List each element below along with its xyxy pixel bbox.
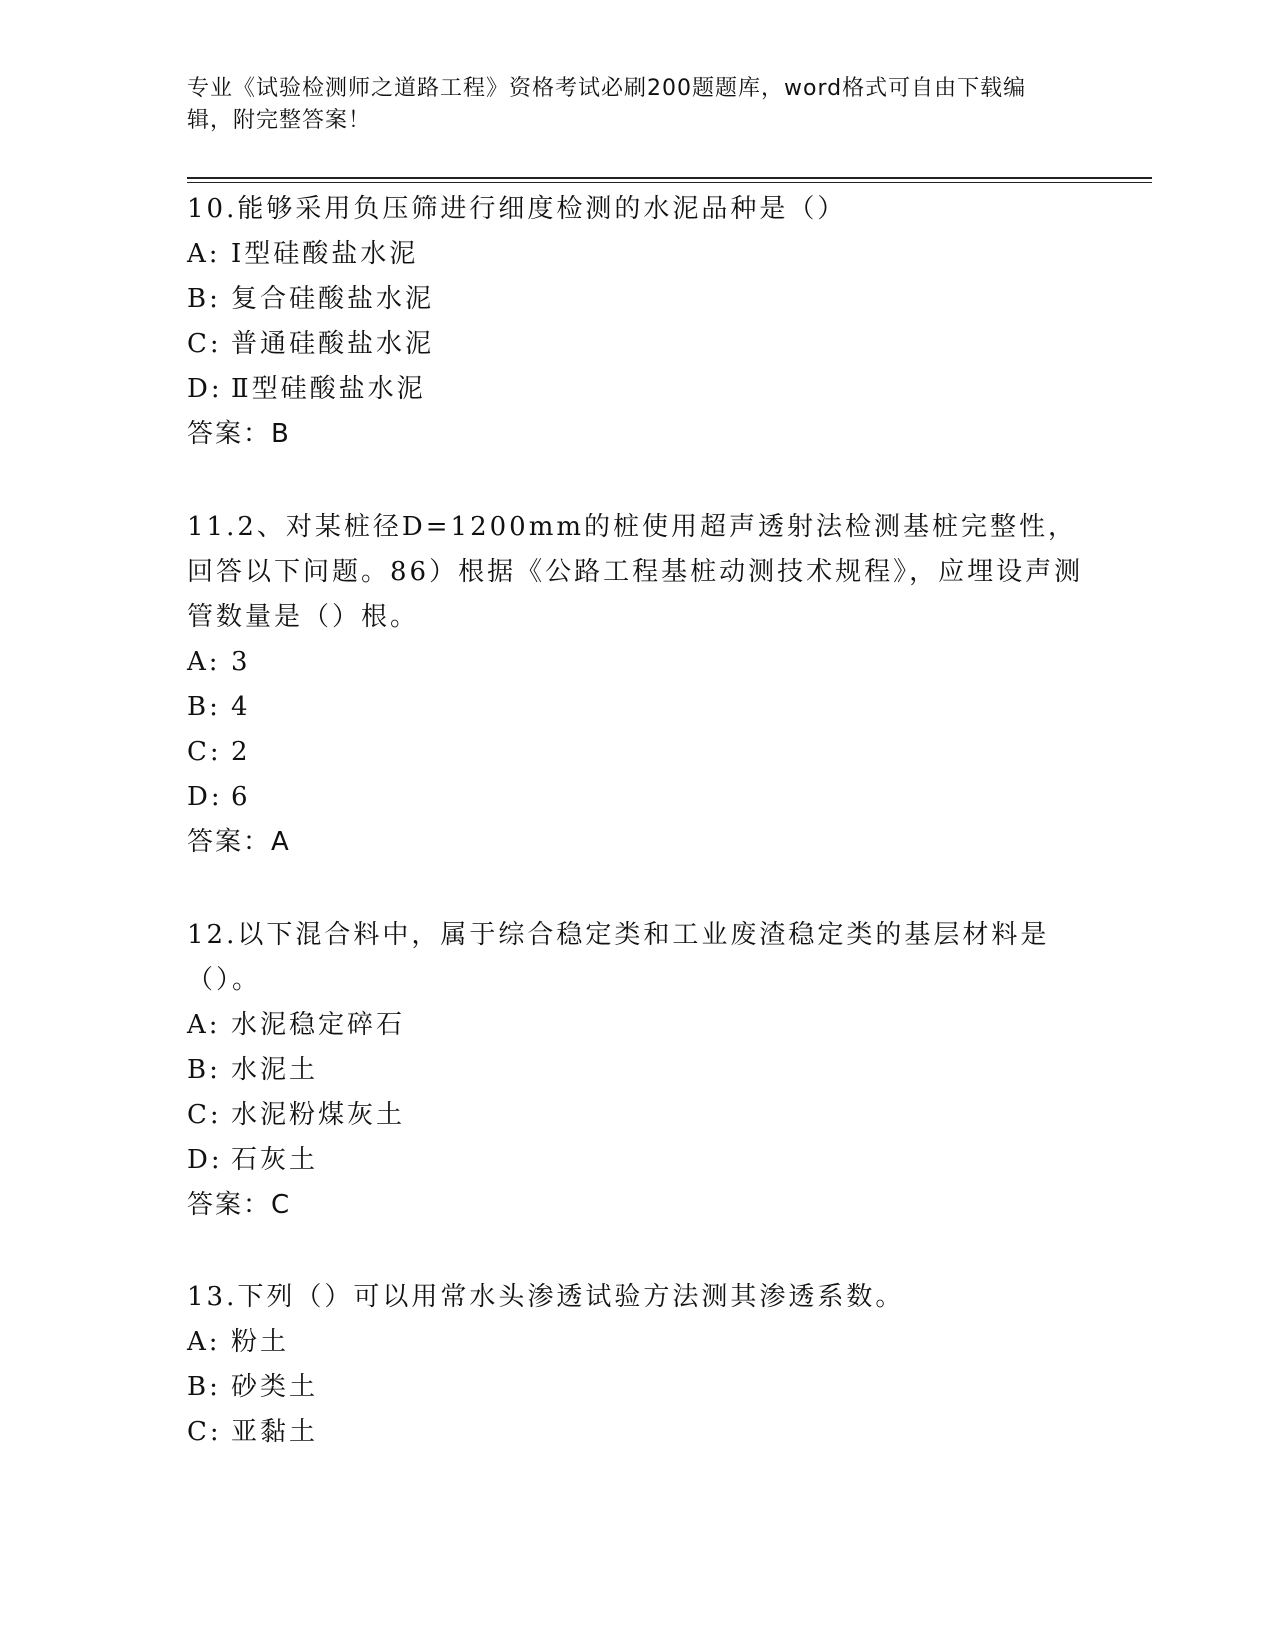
question-13 <box>187 1275 1087 1455</box>
question-12 <box>187 913 1087 1228</box>
option-c <box>187 322 1087 367</box>
option-text: 粉土 <box>231 1327 290 1357</box>
option-letter: A: <box>187 1010 221 1040</box>
option-text: 普通硅酸盐水泥 <box>231 329 435 359</box>
option-text: 亚黏土 <box>231 1417 319 1447</box>
option-a <box>187 640 1087 685</box>
option-text: Ⅰ型硅酸盐水泥 <box>231 239 419 269</box>
question-stem: 11.2、对某桩径D=1200mm的桩使用超声透射法检测基桩完整性，回答以下问题。86）根据《公路工程基桩动测技术规程》，应埋设声测管数量是（）根。 <box>187 512 1084 632</box>
question-stem: 10.能够采用负压筛进行细度检测的水泥品种是（） <box>187 194 847 224</box>
option-c <box>187 1093 1087 1138</box>
option-letter: B: <box>187 284 221 314</box>
document-header: 专业《试验检测师之道路工程》资格考试必刷200题题库，word格式可自由下载编辑，附完整答案！ <box>187 76 1027 133</box>
answer-line: 答案：A <box>187 827 291 857</box>
question-stem: 13.下列（）可以用常水头渗透试验方法测其渗透系数。 <box>187 1282 905 1312</box>
option-text: 复合硅酸盐水泥 <box>231 284 435 314</box>
option-b <box>187 1365 1087 1410</box>
option-text: 2 <box>231 737 251 767</box>
answer-line: 答案：B <box>187 419 291 449</box>
answer-line: 答案：C <box>187 1190 292 1220</box>
option-b <box>187 1048 1087 1093</box>
option-letter: B: <box>187 1055 221 1085</box>
option-c <box>187 730 1087 775</box>
question-11 <box>187 505 1087 865</box>
option-letter: D: <box>187 782 223 812</box>
option-letter: C: <box>187 1417 222 1447</box>
option-a <box>187 1320 1087 1365</box>
option-text: 砂类土 <box>231 1372 319 1402</box>
question-stem: 12.以下混合料中，属于综合稳定类和工业废渣稳定类的基层材料是（）。 <box>187 920 1050 995</box>
option-text: 石灰土 <box>231 1145 319 1175</box>
option-letter: C: <box>187 329 222 359</box>
option-text: 水泥稳定碎石 <box>231 1010 406 1040</box>
option-letter: D: <box>187 1145 223 1175</box>
option-text: 6 <box>231 782 251 812</box>
option-a <box>187 232 1087 277</box>
option-d <box>187 367 1087 412</box>
option-b <box>187 685 1087 730</box>
option-letter: B: <box>187 692 221 722</box>
option-text: 4 <box>231 692 251 722</box>
option-d <box>187 775 1087 820</box>
option-text: Ⅱ型硅酸盐水泥 <box>231 374 426 404</box>
option-text: 3 <box>231 647 251 677</box>
option-letter: A: <box>187 647 221 677</box>
question-10 <box>187 187 1087 457</box>
option-letter: D: <box>187 374 223 404</box>
option-letter: C: <box>187 1100 222 1130</box>
option-c <box>187 1410 1087 1455</box>
header-divider-thin <box>187 182 1152 183</box>
option-text: 水泥粉煤灰土 <box>231 1100 406 1130</box>
header-divider-thick <box>187 177 1152 179</box>
option-letter: B: <box>187 1372 221 1402</box>
option-a <box>187 1003 1087 1048</box>
option-letter: A: <box>187 239 221 269</box>
option-letter: C: <box>187 737 222 767</box>
option-d <box>187 1138 1087 1183</box>
option-text: 水泥土 <box>231 1055 319 1085</box>
option-letter: A: <box>187 1327 221 1357</box>
option-b <box>187 277 1087 322</box>
